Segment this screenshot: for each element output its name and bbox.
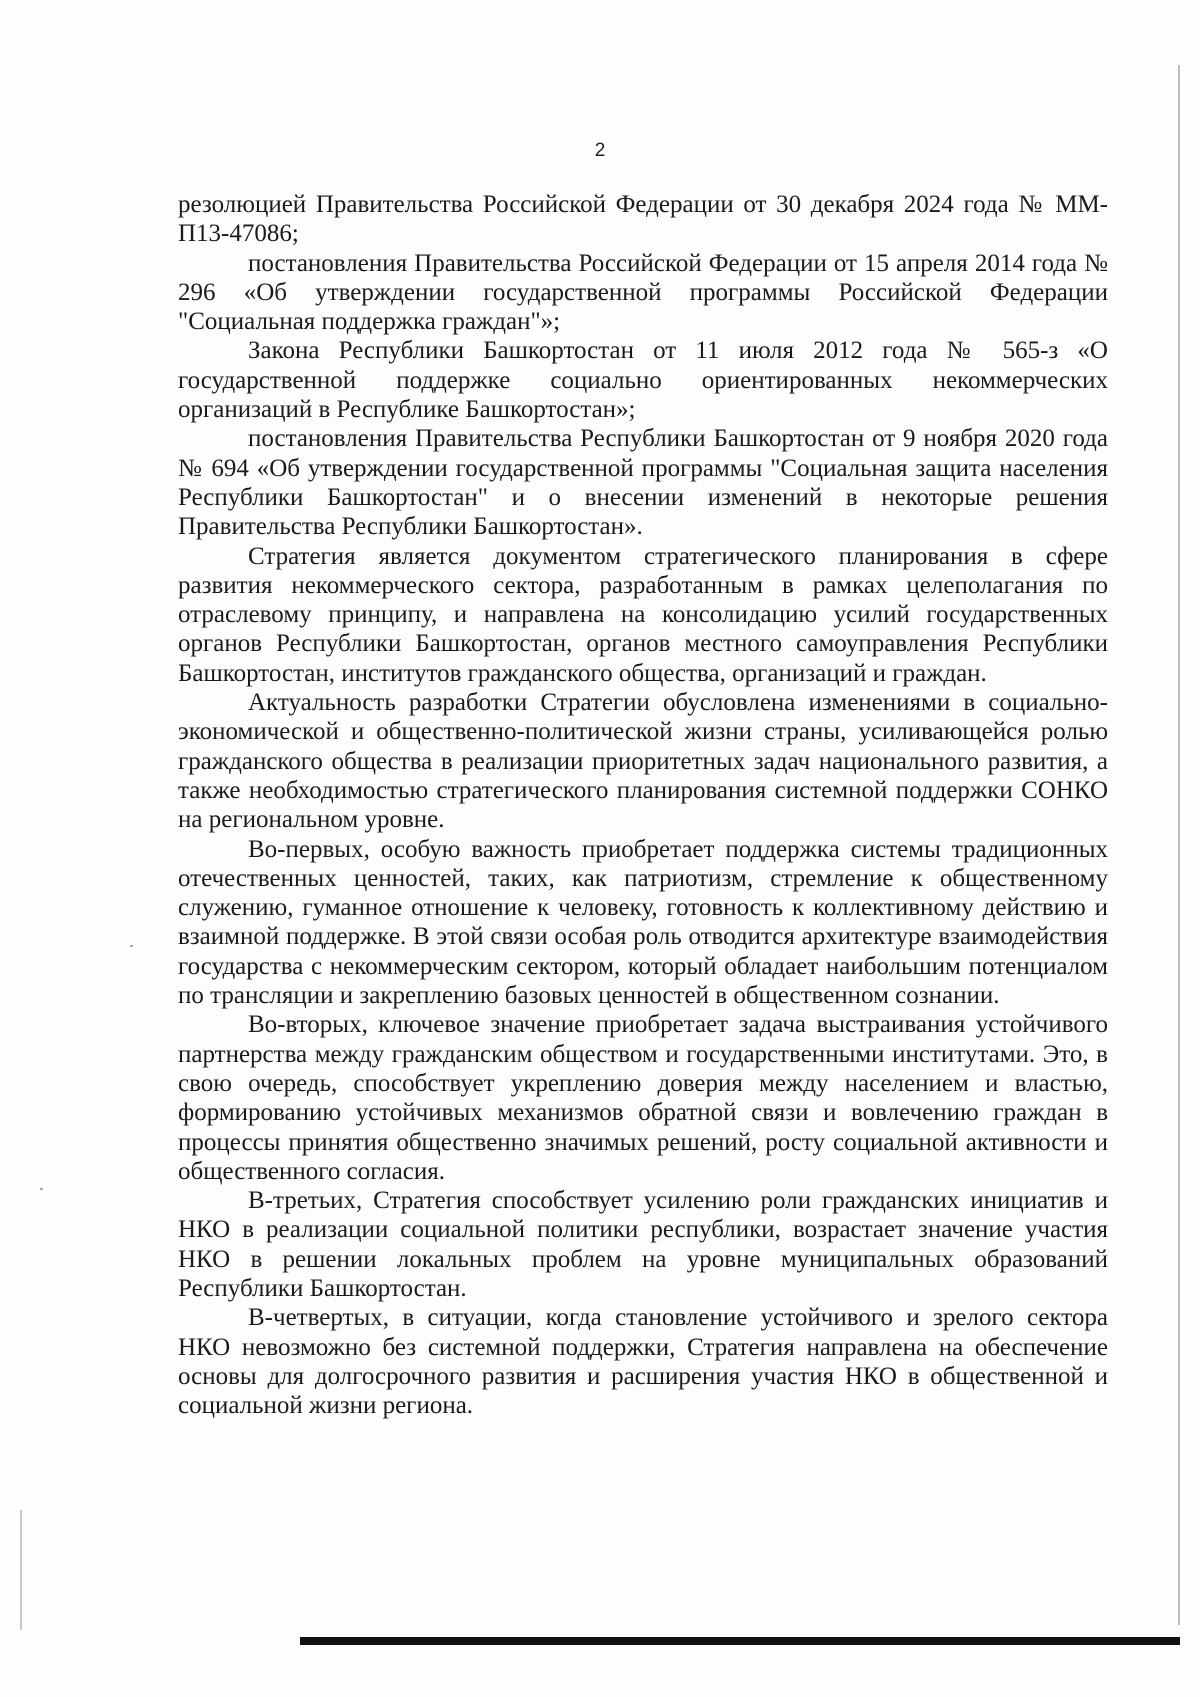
paragraph: В-третьих, Стратегия способствует усилению роли гражданских инициатив и НКО в реализации социальной политики республики, возрастает значение участия НКО в решении локальных проблем на уровне муниципальных образований Республики Башкортостан. [178,1187,1108,1302]
scan-edge-line [20,1510,22,1630]
paragraph: Актуальность разработки Стратегии обусловлена изменениями в социально-экономической и общественно-политической жизни страны, усиливающейся ролью гражданского общества в реализации приоритетных задач национального развития, а также необходимостью стратегического планирования системной поддержки СОНКО на региональном уровне. [178,689,1108,834]
paragraph: постановления Правительства Республики Башкортостан от 9 ноября 2020 года № 694 «Об утверждении государственной программы "Социальная защита населения Республики Башкортостан" и о внесении изменений в некоторые решения Правительства Республики Башкортостан». [178,425,1108,541]
paragraph: Стратегия является документом стратегического планирования в сфере развития некоммерческого сектора, разработанным в рамках целеполагания по отраслевому принципу, и направлена на консолидацию усилий государственных органов Республики Башкортостан, органов местного самоуправления Республики Башкортостан, институтов гражданского общества, организаций и граждан. [178,542,1108,687]
paragraph: Во-вторых, ключевое значение приобретает задача выстраивания устойчивого партнерства между гражданским обществом и государственными институтами. Это, в свою очередь, способствует укреплению доверия между населением и властью, формированию устойчивых механизмов обратной связи и вовлечению граждан в процессы принятия общественно значимых решений, росту социальной активности и общественного согласия. [178,1011,1108,1185]
scan-edge-line [1178,65,1180,1625]
paragraph: резолюцией Правительства Российской Федерации от 30 декабря 2024 года № ММ-П13-47086; [178,191,1108,248]
document-body [178,190,1108,1420]
scan-bottom-bar [300,1637,1180,1645]
paragraph: Закона Республики Башкортостан от 11 июля 2012 года № 565-з «О государственной поддержке социально ориентированных некоммерческих организаций в Республике Башкортостан»; [178,337,1108,424]
paragraph: постановления Правительства Российской Федерации от 15 апреля 2014 года № 296 «Об утверждении государственной программы Российской Федерации "Социальная поддержка граждан"»; [178,249,1108,336]
scan-speck [130,945,133,947]
page-number: 2 [594,140,606,161]
paragraph: Во-первых, особую важность приобретает поддержка системы традиционных отечественных ценностей, таких, как патриотизм, стремление к общественному служению, гуманное отношение к человеку, готовность к коллективному действию и взаимной поддержке. В этой связи особая роль отводится архитектуре взаимодействия государства с некоммерческим сектором, который обладает наибольшим потенциалом по трансляции и закреплению базовых ценностей в общественном сознании. [178,835,1108,1010]
paragraph: В-четвертых, в ситуации, когда становление устойчивого и зрелого сектора НКО невозможно без системной поддержки, Стратегия направлена на обеспечение основы для долгосрочного развития и расширения участия НКО в общественной и социальной жизни региона. [178,1304,1108,1420]
scan-speck [40,1188,43,1190]
